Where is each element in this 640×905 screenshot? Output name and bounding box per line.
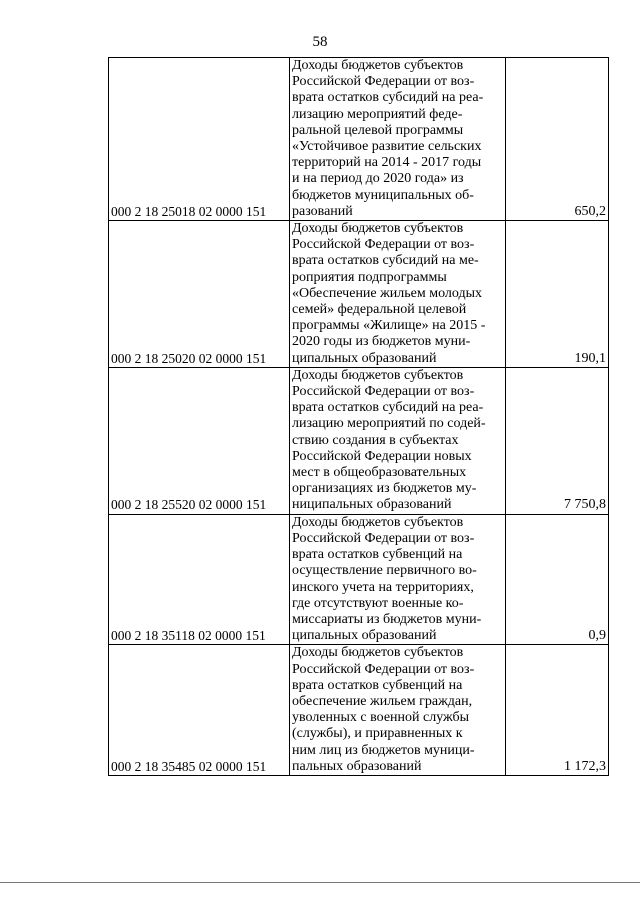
description-line: территорий на 2014 - 2017 годы [292, 155, 482, 171]
description-line: и на период до 2020 года» из [292, 171, 464, 187]
description-line: 2020 годы из бюджетов муни- [292, 334, 471, 350]
description-line: Доходы бюджетов субъектов [292, 367, 464, 383]
description-line: Доходы бюджетов субъектов [292, 514, 464, 530]
description-line: Российской Федерации от воз- [292, 530, 475, 546]
description-line: роприятия подпрограммы [292, 269, 447, 285]
page-number: 58 [312, 34, 328, 50]
description-line: Доходы бюджетов субъектов [292, 58, 464, 73]
description-line: организациях из бюджетов му- [292, 481, 477, 497]
table-body [109, 58, 609, 776]
description-line: Российской Федерации от воз- [292, 661, 475, 677]
description-line: бюджетов муниципальных об- [292, 187, 474, 203]
description-line: лизацию мероприятий феде- [292, 106, 463, 122]
description-line: врата остатков субвенций на [292, 677, 463, 693]
description-line: программы «Жилище» на 2015 - [292, 318, 486, 334]
table-row [109, 367, 609, 514]
budget-code-cell: 000 2 18 25020 02 0000 151 [109, 221, 290, 368]
description-line: ципальных образований [292, 350, 437, 366]
budget-code-cell: 000 2 18 25520 02 0000 151 [109, 367, 290, 514]
description-line: лизацию мероприятий по содей- [292, 416, 486, 432]
description-cell [290, 514, 506, 645]
description-cell [290, 645, 506, 776]
description-line: семей» федеральной целевой [292, 302, 467, 318]
description-line: уволенных с военной службы [292, 710, 470, 726]
description-line: ральной целевой программы [292, 122, 464, 138]
description-cell [290, 367, 506, 514]
description-line: обеспечение жильем граждан, [292, 693, 473, 709]
description-line: ципальных образований [292, 628, 437, 644]
budget-code-cell: 000 2 18 35118 02 0000 151 [109, 514, 290, 645]
description-line: Российской Федерации новых [292, 448, 472, 464]
description-line: Доходы бюджетов субъектов [292, 221, 464, 237]
description-line: (службы), и приравненных к [292, 726, 463, 742]
description-line: разований [292, 203, 353, 219]
table-row [109, 58, 609, 221]
description-line: миссариаты из бюджетов муни- [292, 611, 482, 627]
table-row [109, 221, 609, 368]
description-line: врата остатков субсидий на ме- [292, 253, 479, 269]
description-cell [290, 58, 506, 221]
description-line: Российской Федерации от воз- [292, 384, 475, 400]
budget-revenue-table [108, 57, 609, 776]
description-line: ствию создания в субъектах [292, 432, 459, 448]
amount-cell: 7 750,8 [506, 367, 609, 514]
amount-cell: 650,2 [506, 58, 609, 221]
description-line: врата остатков субвенций на [292, 547, 463, 563]
description-line: инского учета на территориях, [292, 579, 474, 595]
description-line: Доходы бюджетов субъектов [292, 645, 464, 661]
description-line: ним лиц из бюджетов муници- [292, 742, 475, 758]
description-line: врата остатков субсидий на реа- [292, 90, 484, 106]
description-line: мест в общеобразовательных [292, 465, 467, 481]
budget-code-cell: 000 2 18 25018 02 0000 151 [109, 58, 290, 221]
description-line: врата остатков субсидий на реа- [292, 400, 484, 416]
description-line: «Обеспечение жильем молодых [292, 285, 483, 301]
footer-rule [0, 882, 640, 883]
table-row [109, 645, 609, 776]
description-line: осуществление первичного во- [292, 563, 477, 579]
budget-code-cell: 000 2 18 35485 02 0000 151 [109, 645, 290, 776]
amount-cell: 0,9 [506, 514, 609, 645]
amount-cell: 190,1 [506, 221, 609, 368]
description-line: Российской Федерации от воз- [292, 74, 475, 90]
description-line: Российской Федерации от воз- [292, 237, 475, 253]
description-cell [290, 221, 506, 368]
amount-cell: 1 172,3 [506, 645, 609, 776]
description-line: ниципальных образований [292, 497, 452, 513]
table-row [109, 514, 609, 645]
description-line: «Устойчивое развитие сельских [292, 139, 482, 155]
description-line: пальных образований [292, 758, 422, 774]
description-line: где отсутствуют военные ко- [292, 595, 464, 611]
